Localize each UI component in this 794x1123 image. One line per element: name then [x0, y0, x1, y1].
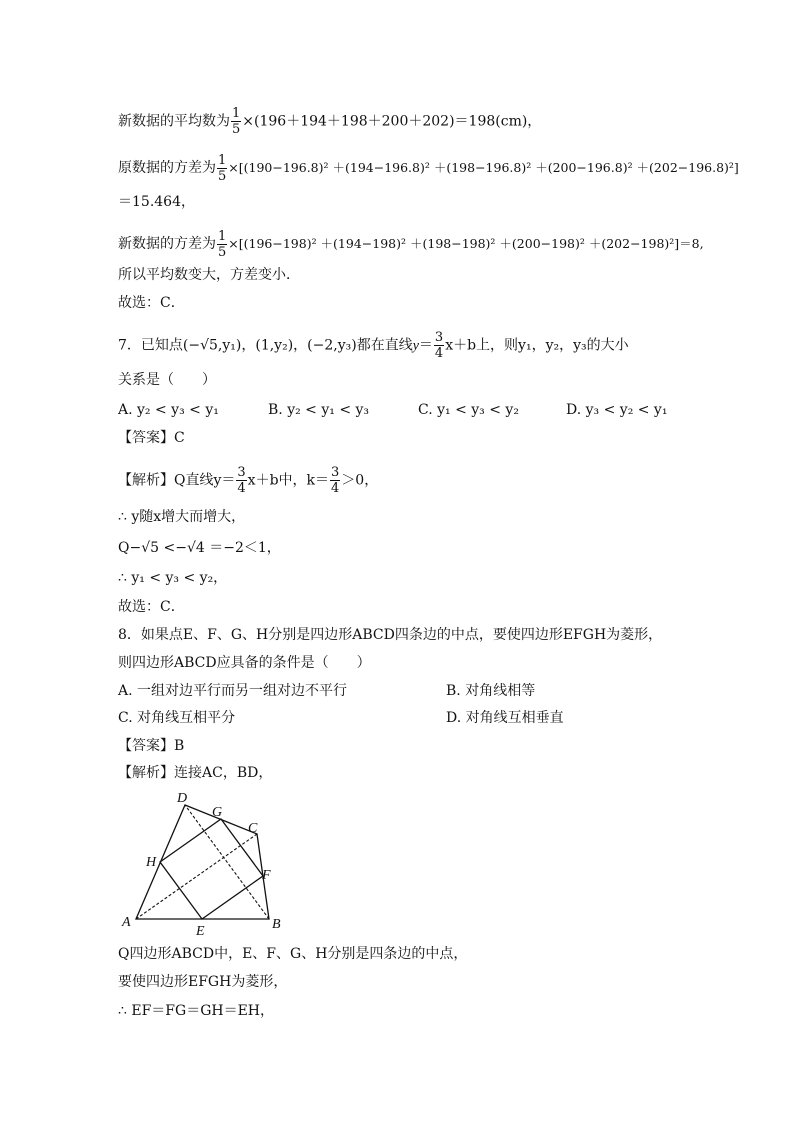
q7-option-c: C. y₁ < y₃ < y₂ [418, 402, 519, 418]
q8-stem: 8．如果点E、F、G、H分别是四边形ABCD四条边的中点，要使四边形EFGH为菱形， [118, 627, 663, 643]
frac-num: 3 [434, 330, 444, 345]
fraction [330, 465, 340, 496]
fraction [217, 229, 227, 260]
q8-option-a: A. 一组对边平行而另一组对边不平行 [118, 683, 348, 699]
quadrilateral-figure [110, 785, 300, 935]
line-new-variance [118, 229, 704, 260]
q7-option-b: B. y₂ < y₁ < y₃ [268, 402, 370, 418]
label-e: E [196, 924, 205, 935]
frac-num: 3 [237, 465, 246, 480]
y-var: y [412, 338, 419, 354]
frac-den: 4 [331, 481, 340, 496]
q7-option-d: D. y₃ < y₂ < y₁ [566, 402, 668, 418]
q8-step-1: Q四边形ABCD中，E、F、G、H分别是四条边的中点， [118, 946, 468, 962]
q7-option-a: A. y₂ < y₃ < y₁ [118, 402, 219, 418]
fraction [217, 153, 227, 184]
line-old-variance-value: ＝15.464， [118, 194, 195, 210]
label-h: H [146, 855, 157, 870]
q7-stem: 7．已知点(−√5,y₁)，(1,y₂)，(−2,y₃)都在直线y＝ $\frac{3}{4}$ x＋b上，则y₁，y₂，y₃的大小 [118, 330, 629, 361]
label-f: F [262, 868, 271, 883]
label-d: D [177, 791, 188, 806]
q8-step-2: 要使四边形EFGH为菱形， [118, 974, 288, 990]
frac-den: 5 [218, 169, 227, 184]
line-old-variance [118, 153, 739, 184]
text: x＋b中，k＝ [247, 472, 330, 489]
frac-num: 1 [218, 153, 227, 168]
q7-step-2: Q−√5 <−√4 ＝−2＜1， [118, 540, 281, 556]
q7-step-1: ∴ y随x增大而增大， [118, 509, 246, 525]
frac-den: 4 [434, 346, 444, 361]
label-b: B [272, 917, 281, 932]
q7-step-3: ∴ y₁ < y₃ < y₂， [118, 570, 228, 586]
frac-num: 1 [232, 106, 241, 121]
text: 【解析】Q直线y＝ [118, 472, 236, 489]
q8-option-c: C. 对角线互相平分 [118, 710, 236, 726]
frac-den: 5 [232, 122, 241, 137]
text: ×(196＋194＋198＋200＋202)＝198(cm)， [242, 113, 542, 130]
q8-option-b: B. 对角线相等 [446, 683, 536, 699]
frac-den: 4 [237, 481, 246, 496]
q7-stem-cont: 关系是（ ） [118, 372, 216, 388]
q7-answer: 【答案】C [118, 430, 185, 446]
text: x＋b上，则y₁，y₂，y₃的大小 [445, 337, 629, 354]
q7-choice: 故选：C． [118, 599, 185, 615]
label-c: C [248, 821, 258, 836]
fraction [434, 330, 444, 361]
q8-answer: 【答案】B [118, 738, 185, 754]
frac-num: 1 [218, 229, 227, 244]
text: 新数据的平均数为 [118, 113, 230, 130]
q8-option-d: D. 对角线互相垂直 [446, 710, 564, 726]
line-new-mean [118, 106, 541, 137]
fraction [231, 106, 241, 137]
text: ×[(190−196.8)² ＋(194−196.8)² ＋(198−196.8)² ＋(200−196.8)² ＋(202−196.8)²] [228, 160, 739, 175]
line-conclusion: 所以平均数变大，方差变小． [118, 267, 300, 283]
q8-explanation: 【解析】连接AC，BD， [118, 765, 273, 781]
frac-num: 3 [331, 465, 340, 480]
label-g: G [212, 805, 223, 820]
text: 原数据的方差为 [118, 160, 216, 176]
q7-explanation [118, 465, 378, 496]
q8-step-3: ∴ EF＝FG＝GH＝EH， [118, 1003, 275, 1019]
text: ＞0， [341, 472, 379, 489]
line-choice: 故选：C． [118, 295, 185, 311]
frac-den: 5 [218, 245, 227, 260]
fraction [236, 465, 246, 496]
text: 7．已知点(−√5,y₁)，(1,y₂)，(−2,y₃)都在直线 [118, 337, 413, 354]
text: 新数据的方差为 [118, 236, 216, 252]
label-a: A [122, 915, 131, 930]
text: ×[(196−198)² ＋(194−198)² ＋(198−198)² ＋(200−198)² ＋(202−198)²]＝8, [228, 236, 704, 251]
q8-stem-cont: 则四边形ABCD应具备的条件是（ ） [118, 655, 371, 671]
